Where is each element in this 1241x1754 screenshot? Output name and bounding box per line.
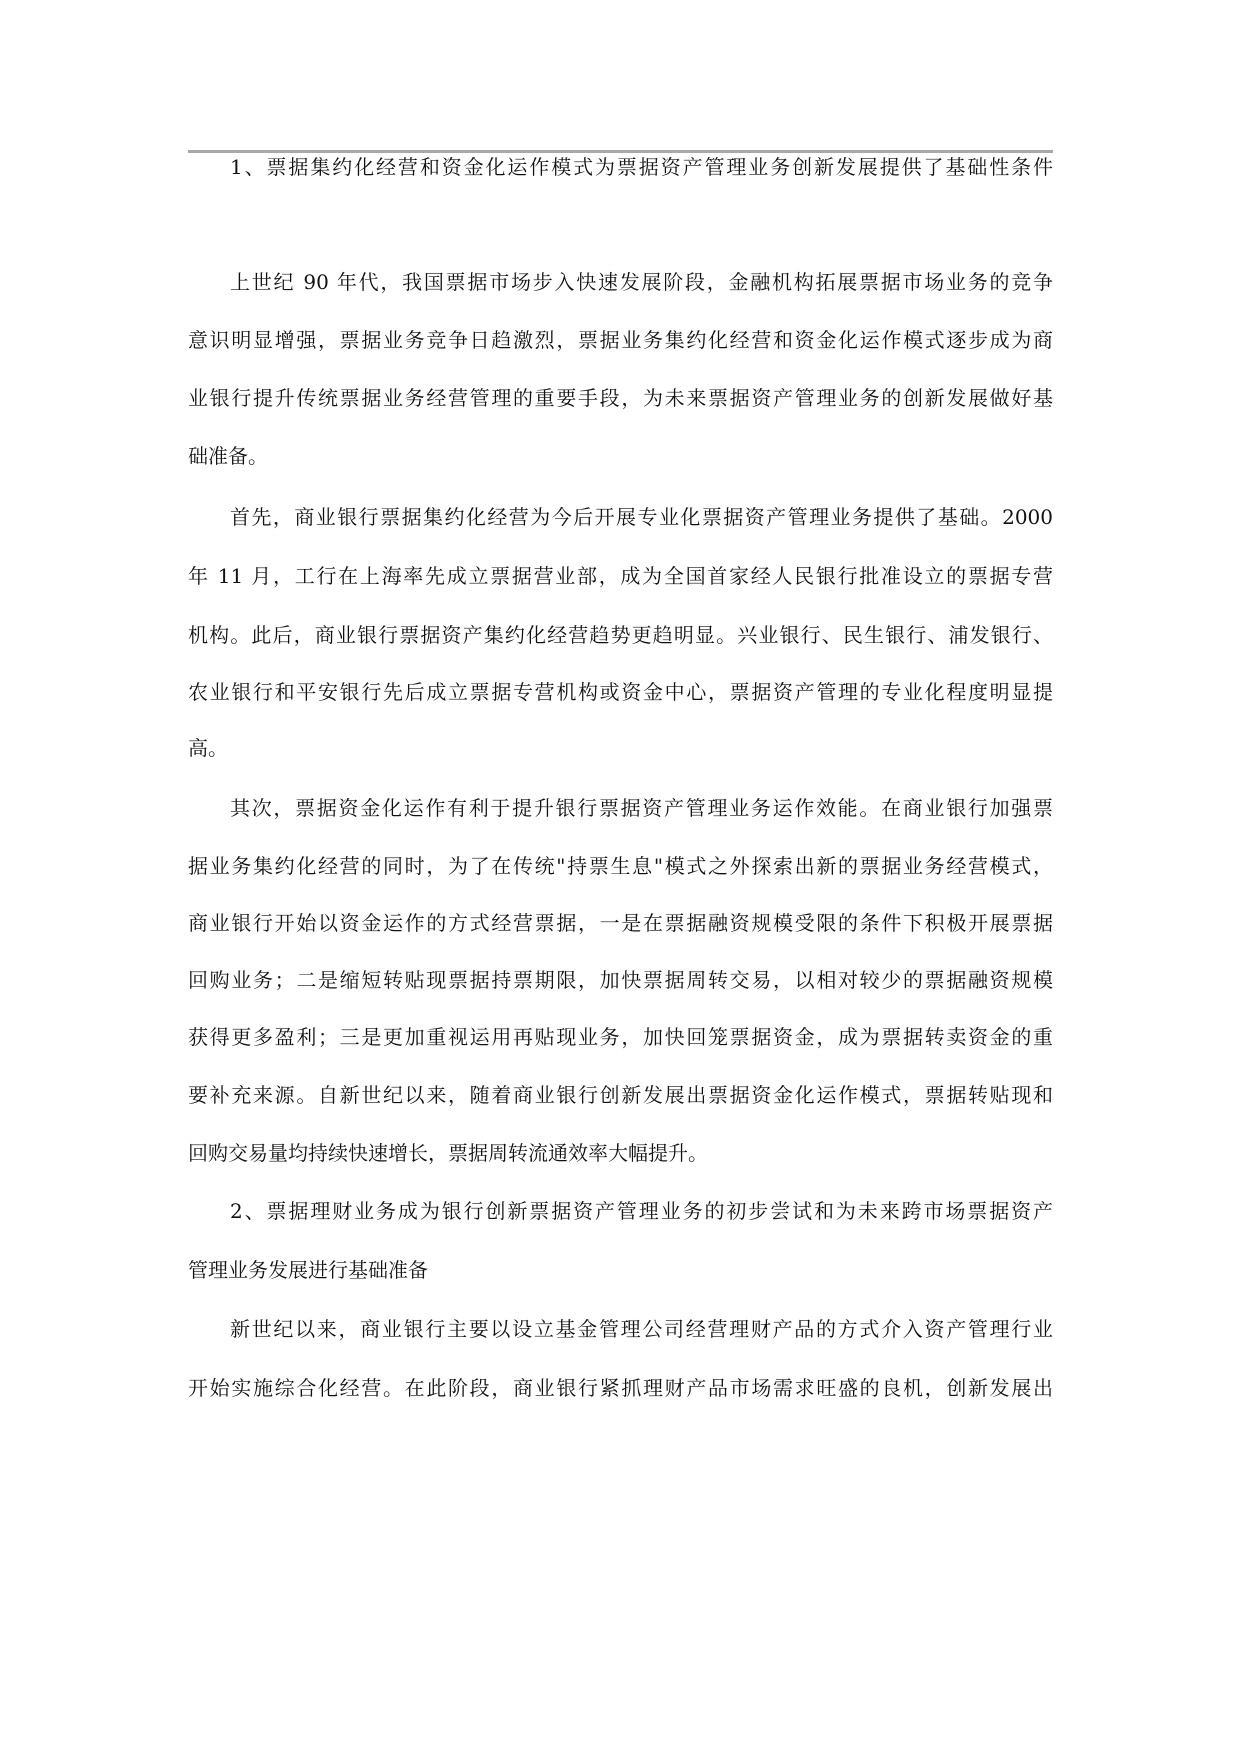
paragraph-3-line: 要补充来源。自新世纪以来，随着商业银行创新发展出票据资金化运作模式，票据转贴现和 <box>188 1083 1053 1107</box>
paragraph-3-line: 获得更多盈利；三是更加重视运用再贴现业务，加快回笼票据资金，成为票据转卖资金的重 <box>188 1025 1053 1049</box>
paragraph-4-line: 开始实施综合化经营。在此阶段，商业银行紧抓理财产品市场需求旺盛的良机，创新发展出 <box>188 1376 1053 1400</box>
paragraph-2-line: 农业银行和平安银行先后成立票据专营机构或资金中心，票据资产管理的专业化程度明显提 <box>188 680 1053 704</box>
paragraph-2-line: 年 11 月，工行在上海率先成立票据营业部，成为全国首家经人民银行批准设立的票据专营 <box>188 564 1053 588</box>
section-heading-2-line: 2、票据理财业务成为银行创新票据资产管理业务的初步尝试和为未来跨市场票据资产 <box>230 1199 1053 1223</box>
paragraph-1-line: 业银行提升传统票据业务经营管理的重要手段，为未来票据资产管理业务的创新发展做好基 <box>188 386 1053 410</box>
paragraph-3-line: 其次，票据资金化运作有利于提升银行票据资产管理业务运作效能。在商业银行加强票 <box>230 796 1053 820</box>
section-heading-1: 1、票据集约化经营和资金化运作模式为票据资产管理业务创新发展提供了基础性条件 <box>230 155 1053 179</box>
paragraph-1-line: 意识明显增强，票据业务竞争日趋激烈，票据业务集约化经营和资金化运作模式逐步成为商 <box>188 328 1053 352</box>
paragraph-2-line: 高。 <box>188 736 228 760</box>
paragraph-1-line: 础准备。 <box>188 444 268 468</box>
paragraph-3-line: 回购交易量均持续快速增长，票据周转流通效率大幅提升。 <box>188 1141 708 1165</box>
paragraph-3-line: 商业银行开始以资金运作的方式经营票据，一是在票据融资规模受限的条件下积极开展票据 <box>188 911 1053 935</box>
paragraph-3-line: 回购业务；二是缩短转贴现票据持票期限，加快票据周转交易，以相对较少的票据融资规模 <box>188 968 1053 992</box>
paragraph-2-line: 机构。此后，商业银行票据资产集约化经营趋势更趋明显。兴业银行、民生银行、浦发银行、 <box>188 623 1053 647</box>
paragraph-2-line: 首先，商业银行票据集约化经营为今后开展专业化票据资产管理业务提供了基础。2000 <box>230 505 1053 529</box>
section-heading-2-line: 管理业务发展进行基础准备 <box>188 1258 428 1282</box>
paragraph-1-line: 上世纪 90 年代，我国票据市场步入快速发展阶段，金融机构拓展票据市场业务的竞争 <box>230 270 1053 294</box>
paragraph-3-line: 据业务集约化经营的同时，为了在传统"持票生息"模式之外探索出新的票据业务经营模式， <box>188 854 1053 878</box>
paragraph-4-line: 新世纪以来，商业银行主要以设立基金管理公司经营理财产品的方式介入资产管理行业 <box>230 1317 1053 1341</box>
